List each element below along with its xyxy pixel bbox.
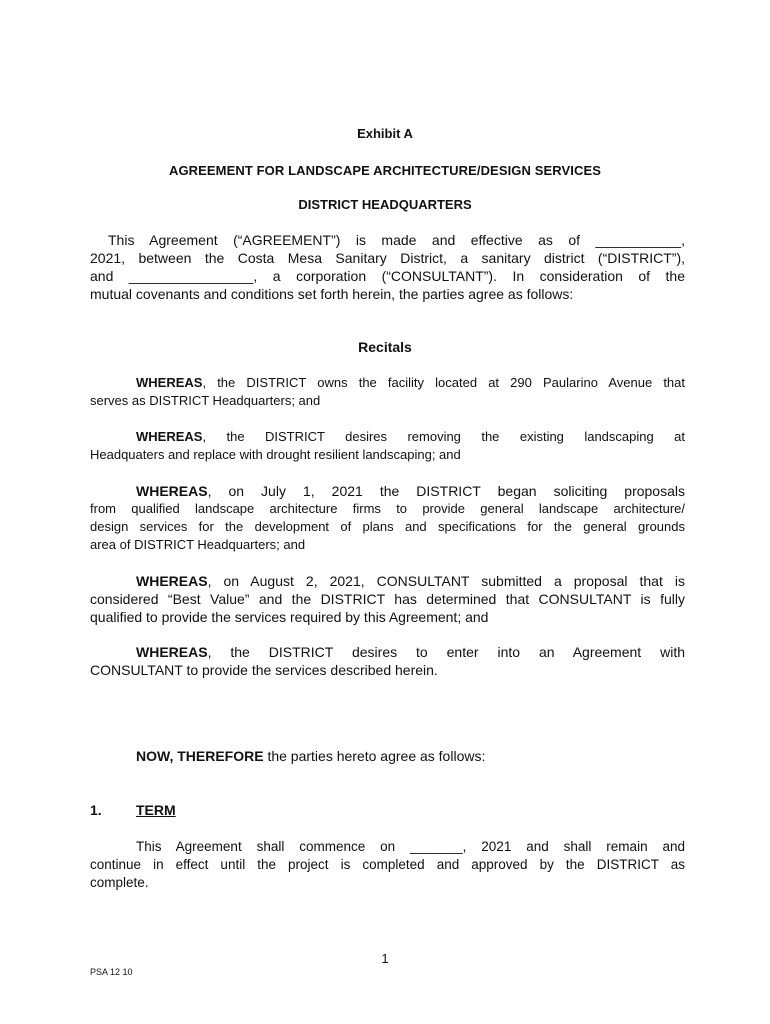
whereas-keyword: WHEREAS	[136, 644, 208, 660]
whereas-keyword: WHEREAS	[136, 375, 203, 390]
whereas-line: CONSULTANT to provide the services described herein.	[90, 662, 438, 678]
whereas-line: area of DISTRICT Headquarters; and	[90, 537, 306, 552]
whereas-line: Headquaters and replace with drought resilient landscaping; and	[90, 447, 461, 462]
whereas-text: , the DISTRICT owns the facility located at 290 Paularino Avenue that	[202, 375, 685, 390]
section-title: TERM	[136, 802, 176, 818]
whereas-line: from qualified landscape architecture firms to provide general landscape architecture/	[90, 501, 685, 516]
intro-line: 2021, between the Costa Mesa Sanitary District, a sanitary district (“DISTRICT”),	[90, 250, 685, 266]
whereas-text: , on August 2, 2021, CONSULTANT submitted a proposal that is	[207, 573, 685, 589]
now-therefore-keyword: NOW, THEREFORE	[136, 748, 264, 764]
whereas-line	[90, 482, 685, 500]
term-line: complete.	[90, 875, 149, 890]
intro-paragraph	[90, 231, 685, 303]
whereas-line	[90, 572, 685, 590]
recitals-heading: Recitals	[358, 339, 412, 355]
whereas-keyword: WHEREAS	[136, 483, 208, 499]
document-subtitle: DISTRICT HEADQUARTERS	[298, 197, 472, 212]
whereas-line: design services for the development of plans and specifications for the general grounds	[90, 519, 685, 534]
whereas-keyword: WHEREAS	[136, 429, 203, 444]
now-therefore-line	[136, 748, 485, 764]
intro-line: This Agreement (“AGREEMENT”) is made and effective as of ___________,	[108, 232, 685, 248]
exhibit-label: Exhibit A	[357, 126, 413, 141]
whereas-line	[90, 374, 685, 392]
whereas-text: , on July 1, 2021 the DISTRICT began soliciting proposals	[207, 483, 685, 499]
whereas-line: qualified to provide the services required by this Agreement; and	[90, 609, 489, 625]
whereas-paragraph-5	[90, 643, 685, 679]
whereas-paragraph-1	[90, 374, 685, 410]
whereas-text: , the DISTRICT desires to enter into an Agreement with	[207, 644, 685, 660]
whereas-paragraph-2	[90, 428, 685, 464]
now-therefore-text: the parties hereto agree as follows:	[263, 748, 486, 764]
whereas-text: , the DISTRICT desires removing the existing landscaping at	[202, 429, 685, 444]
intro-line: and ________________, a corporation (“CONSULTANT”). In consideration of the	[90, 268, 685, 284]
term-line: continue in effect until the project is completed and approved by the DISTRICT as	[90, 857, 685, 872]
term-line: This Agreement shall commence on _______, 2021 and shall remain and	[136, 839, 685, 854]
footer-code: PSA 12 10	[90, 967, 133, 977]
whereas-keyword: WHEREAS	[136, 573, 208, 589]
page-number: 1	[381, 951, 389, 966]
intro-line: mutual covenants and conditions set forth herein, the parties agree as follows:	[90, 286, 574, 302]
whereas-line	[90, 643, 685, 661]
whereas-line	[90, 428, 685, 446]
whereas-paragraph-4	[90, 572, 685, 626]
whereas-line: considered “Best Value” and the DISTRICT has determined that CONSULTANT is fully	[90, 591, 685, 607]
term-paragraph	[90, 838, 685, 892]
whereas-line: serves as DISTRICT Headquarters; and	[90, 393, 321, 408]
document-title: AGREEMENT FOR LANDSCAPE ARCHITECTURE/DESIGN SERVICES	[168, 163, 602, 178]
whereas-paragraph-3	[90, 482, 685, 554]
section-number: 1.	[90, 802, 102, 818]
